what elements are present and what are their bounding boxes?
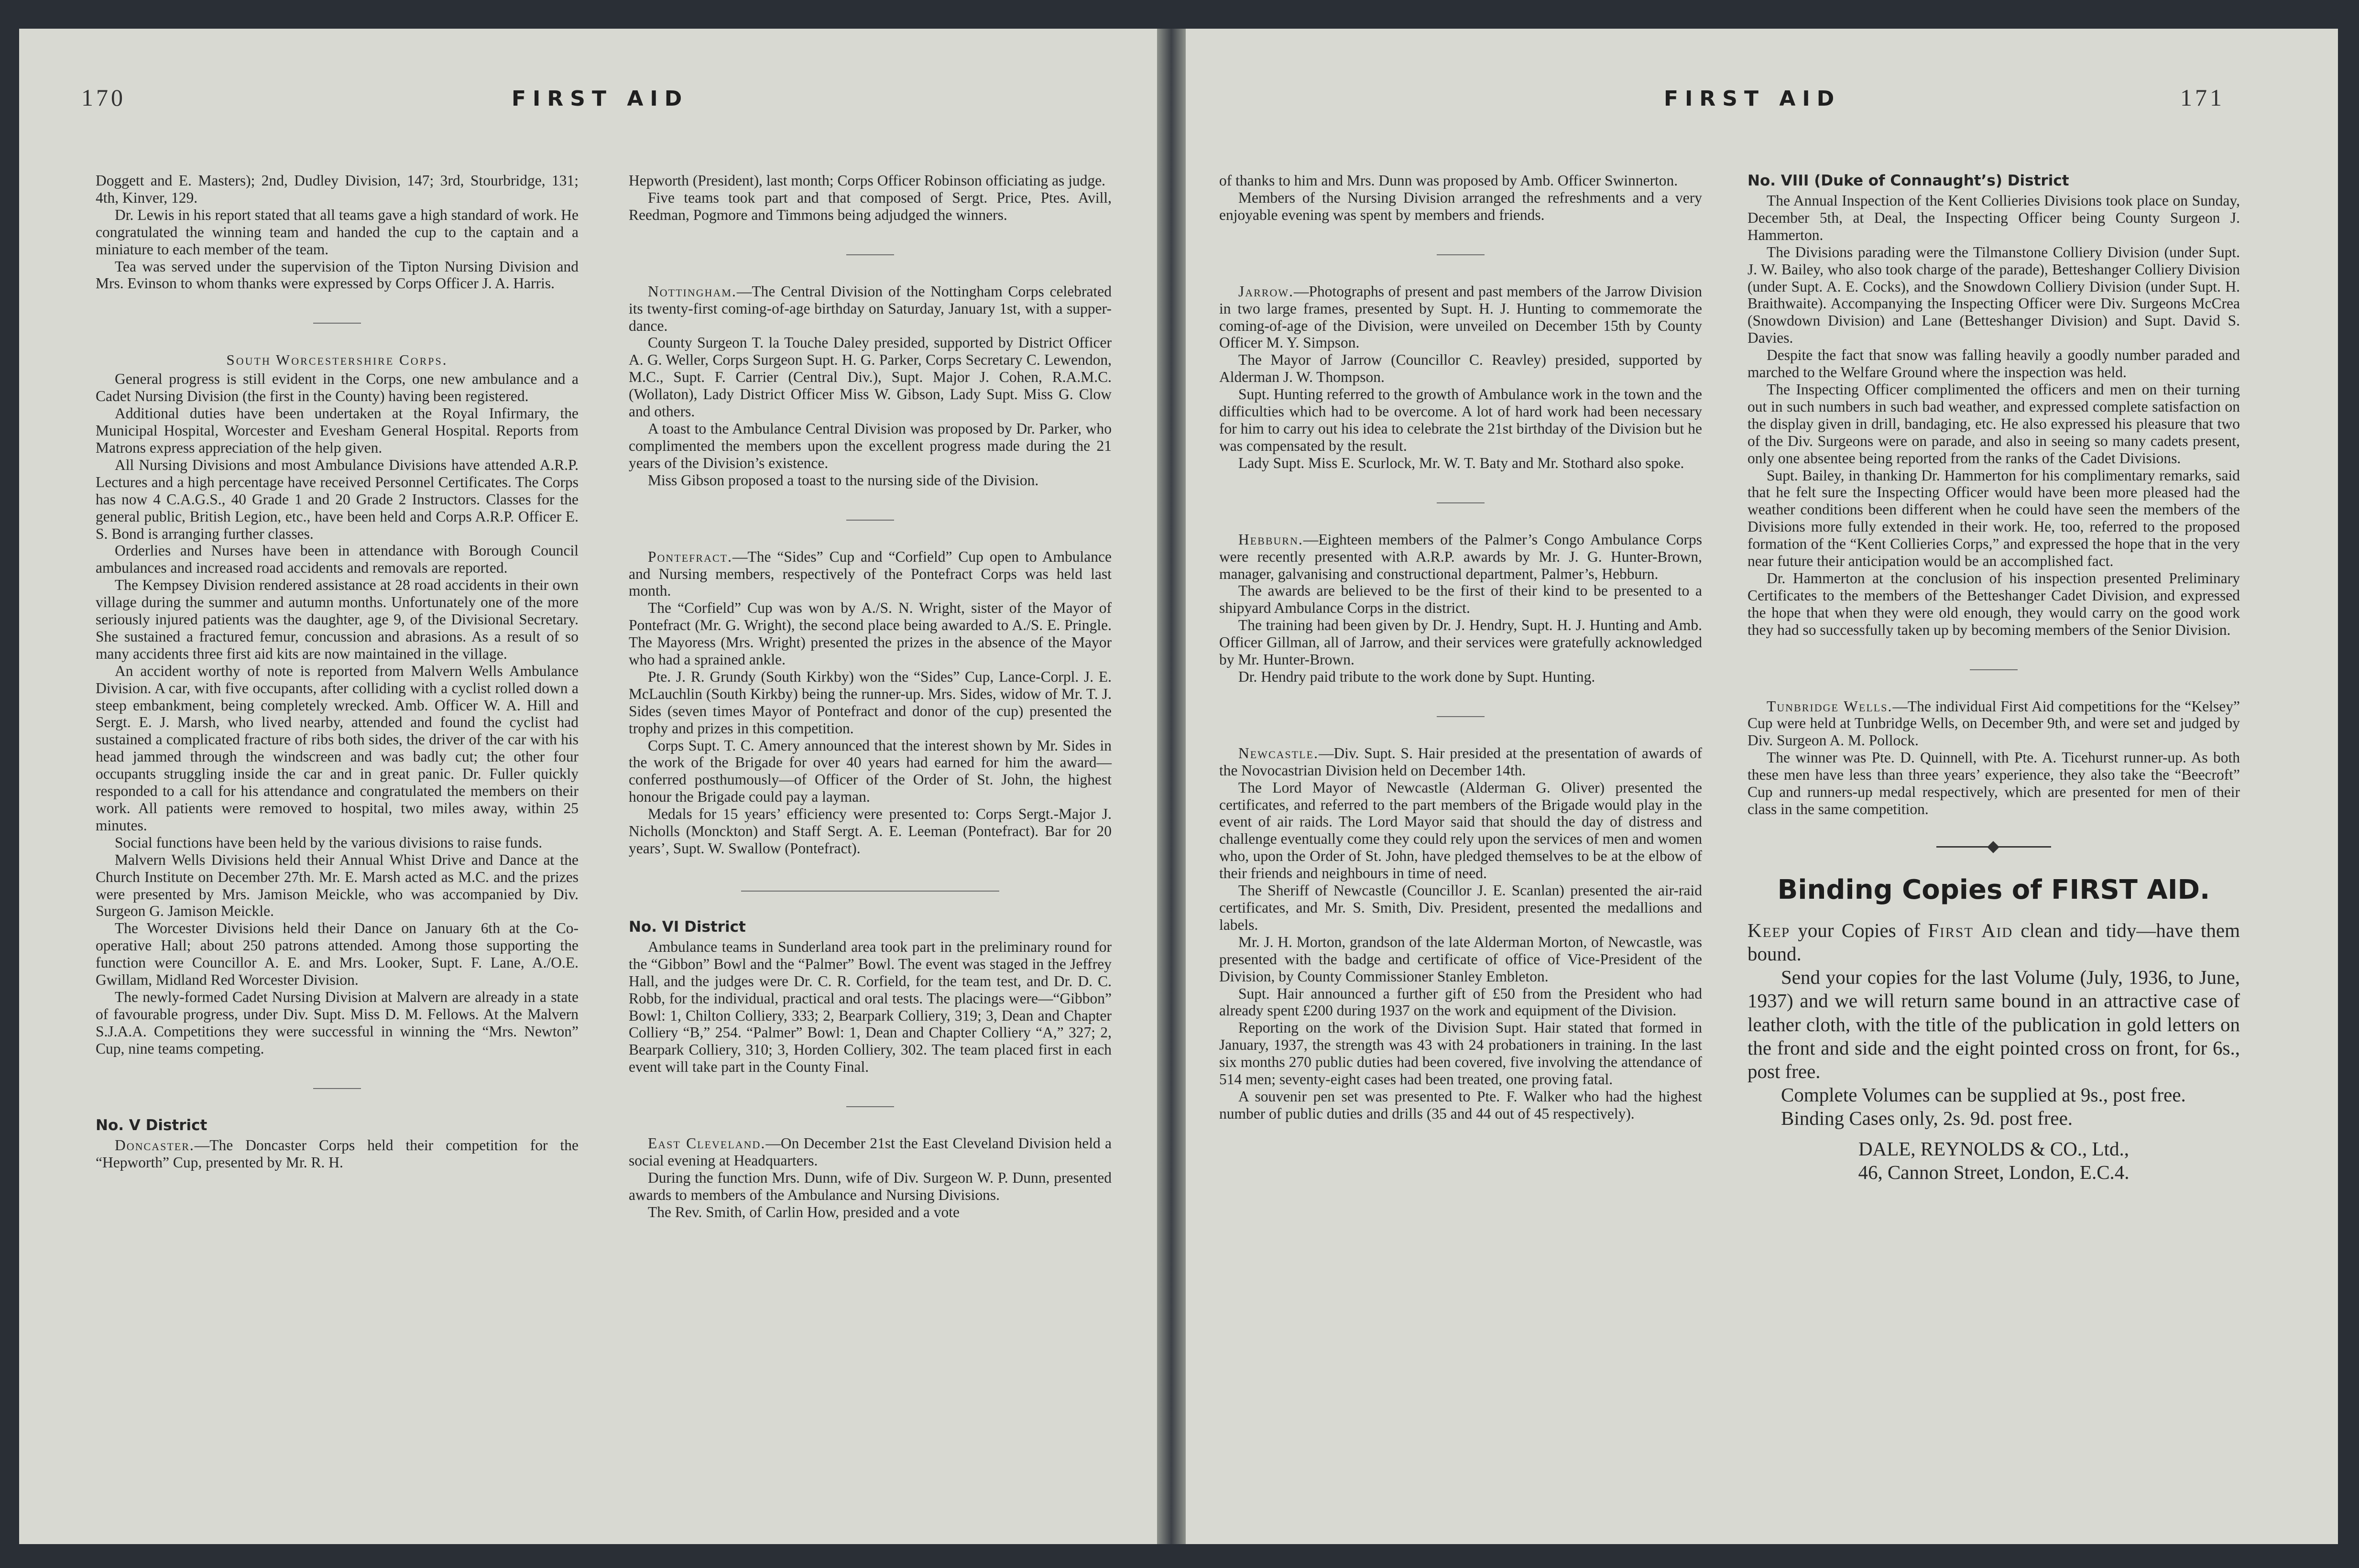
paragraph-lead-place: Hebburn.	[1238, 531, 1303, 548]
left-header	[19, 84, 1157, 122]
binding-advertisement	[1747, 874, 2240, 1184]
ad-lead-smallcaps: Keep	[1747, 919, 1791, 941]
page-number-right: 171	[2180, 84, 2225, 111]
section-divider	[1437, 716, 1485, 717]
article-paragraph: Despite the fact that snow was falling heavily a goodly number paraded and marched to the Welfare Ground where the inspection was held.	[1747, 347, 2240, 381]
right-header	[1186, 84, 2338, 122]
paragraph-text: —Eighteen members of the Palmer’s Congo Ambulance Corps were recently presented with A.R.P. awards by Mr. J. G. Hunter-Brown, manager, galvanising and constructional department, Palmer’s, Hebburn.	[1219, 531, 1702, 582]
article-paragraph: Dr. Hendry paid tribute to the work done by Supt. Hunting.	[1238, 668, 1595, 685]
article-paragraph: The Annual Inspection of the Kent Collieries Divisions took place on Sunday, December 5th, at Deal, the Inspecting Officer being County Surgeon J. Hammerton.	[1747, 192, 2240, 243]
article-paragraph	[629, 283, 1112, 335]
article-paragraph: The Mayor of Jarrow (Councillor C. Reavley) presided, supported by Alderman J. W. Thompson.	[1219, 351, 1702, 386]
paragraph-text: —On December 21st the East Cleveland Division held a social evening at Headquarters.	[629, 1135, 1112, 1169]
article-paragraph: The Divisions parading were the Tilmanstone Colliery Division (under Supt. J. W. Bailey, who also took charge of the parade), Betteshanger Colliery Division (under Supt. A. E. Cocks), and the Snowdown Colliery Division (under Supt. H. Braithwaite). Accompanying the Inspecting Officer were Div. Surgeons McCrea (Snowdown Division) and Lane (Betteshanger Division) and Supt. David S. Davies.	[1747, 243, 2240, 347]
section-divider	[741, 891, 999, 892]
article-paragraph: Lady Supt. Miss E. Scurlock, Mr. W. T. Baty and Mr. Stothard also spoke.	[1238, 454, 1684, 471]
left-column-1	[96, 172, 579, 1171]
ad-title: Binding Copies of FIRST AID.	[1777, 874, 2210, 905]
book-gutter	[1157, 29, 1186, 1544]
article-paragraph: The Worcester Divisions held their Dance on January 6th at the Co-operative Hall; about 250 patrons attended. Among those supporting the function were Councillor A. E. and Mrs. Looker, Supt. F. Lane, A./O.E. Gwillam, Midland Red Worcester Division.	[96, 920, 579, 989]
article-paragraph	[96, 1137, 579, 1171]
article-paragraph: Supt. Hunting referred to the growth of Ambulance work in the town and the difficulties which had to be overcome. A lot of hard work had been necessary for him to carry out his idea to celebrate the 21st birthday of the Division but he was compensated by the result.	[1219, 386, 1702, 454]
article-paragraph: Orderlies and Nurses have been in attendance with Borough Council ambulances and increased road accidents and removals are reported.	[96, 542, 579, 577]
article-paragraph: Pte. J. R. Grundy (South Kirkby) won the “Sides” Cup, Lance-Corpl. J. E. McLauchlin (South Kirkby) being the runner-up. Mrs. Sides, widow of Mr. T. J. Sides (seven times Mayor of Pontefract and donor of the cup) presented the trophy and prizes in this competition.	[629, 668, 1112, 737]
right-column-2-articles	[1747, 172, 2240, 818]
article-paragraph	[1219, 745, 1702, 779]
article-paragraph: The Rev. Smith, of Carlin How, presided and a vote	[648, 1203, 960, 1220]
paragraph-lead-place: Pontefract.	[648, 548, 732, 565]
corps-subheading: South Worcestershire Corps.	[226, 351, 448, 369]
article-paragraph: Reporting on the work of the Division Supt. Hair stated that formed in January, 1937, the strength was 43 with 24 probationers in training. In the last six months 270 public duties had been covered, five involving the attendance of 514 men; seventy-eight cases had been treated, one proving fatal.	[1219, 1019, 1702, 1088]
article-paragraph: The Inspecting Officer complimented the officers and men on their turning out in such numbers in such bad weather, and expressed complete satisfaction on the display given in drill, bandaging, etc. He also expressed his pleasure that two of the Div. Surgeons were on parade, and also in seeing so many cadets present, only one absentee being reported from the ranks of the Cadet Divisions.	[1747, 381, 2240, 467]
article-paragraph: County Surgeon T. la Touche Daley presided, supported by District Officer A. G. Weller, Corps Surgeon Supt. H. G. Parker, Corps Secretary C. Lewendon, M.C., Supt. F. Carrier (Central Div.), Supt. Major J. Cohen, R.A.M.C. (Wollaton), Lady District Officer Miss W. Gibson, Lady Supt. Miss G. Clow and others.	[629, 334, 1112, 420]
paragraph-text: —The individual First Aid competitions for the “Kelsey” Cup were held at Tunbridge Wells, on December 9th, and were set and judged by Div. Surgeon A. M. Pollock.	[1747, 697, 2240, 749]
page-number-left: 170	[81, 84, 126, 111]
article-paragraph: Dr. Hammerton at the conclusion of his inspection presented Preliminary Certificates to the members of the Betteshanger Cadet Division, and expressed the hope that when they were old enough, they would carry on the good work they had so successfully taken up by becoming members of the Senior Division.	[1747, 569, 2240, 638]
paragraph-text: —Photographs of present and past members of the Jarrow Division in two large frames, presented by Supt. H. J. Hunting to commemorate the coming-of-age of the Division, were unveiled on December 15th by County Officer M. Y. Simpson.	[1219, 283, 1702, 351]
article-paragraph: Medals for 15 years’ efficiency were presented to: Corps Sergt.-Major J. Nicholls (Monckton) and Staff Sergt. A. E. Leeman (Pontefract). Bar for 20 years’, Supt. W. Swallow (Pontefract).	[629, 806, 1112, 857]
section-divider	[1970, 669, 2018, 670]
section-divider	[846, 1106, 894, 1107]
paragraph-text: —The Central Division of the Nottingham Corps celebrated its twenty-first coming-of-age birthday on Saturday, January 1st, with a supper-dance.	[629, 283, 1112, 334]
article-paragraph: Social functions have been held by the various divisions to raise funds.	[115, 834, 543, 851]
article-paragraph: All Nursing Divisions and most Ambulance Divisions have attended A.R.P. Lectures and a high percentage have received Personnel Certificates. The Corps has now 4 C.A.G.S., 40 Grade 1 and 20 Grade 2 Instructors. Classes for the general public, British Legion, etc., have been held and Corps A.R.P. Officer E. S. Bond is arranging further classes.	[96, 456, 579, 542]
left-column-2	[629, 172, 1112, 1221]
paragraph-text: —The “Sides” Cup and “Corfield” Cup open to Ambulance and Nursing members, respectively of the Pontefract Corps was held last month.	[629, 548, 1112, 599]
ad-first-tail: clean and tidy—have them bound.	[1747, 919, 2240, 965]
article-paragraph: Corps Supt. T. C. Amery announced that the interest shown by Mr. Sides in the work of the Brigade for over 40 years had earned for him the award—conferred posthumously—of Officer of the Order of St. John, the highest honour the Brigade could pay a layman.	[629, 737, 1112, 806]
article-paragraph	[1219, 531, 1702, 583]
article-paragraph: of thanks to him and Mrs. Dunn was proposed by Amb. Officer Swinnerton.	[1219, 172, 1678, 189]
paragraph-lead-place: Nottingham.	[648, 283, 737, 300]
left-page	[19, 29, 1157, 1544]
article-paragraph: Miss Gibson proposed a toast to the nursing side of the Division.	[648, 471, 1039, 489]
paragraph-lead-place: Newcastle.	[1238, 744, 1319, 762]
ad-first-line	[1747, 919, 2240, 966]
section-divider	[1437, 254, 1485, 255]
article-paragraph: A souvenir pen set was presented to Pte. F. Walker who had the highest number of public duties and drills (35 and 44 out of 45 respectively).	[1219, 1088, 1702, 1122]
article-paragraph: A toast to the Ambulance Central Division was proposed by Dr. Parker, who complimented the members upon the excellent progress made during the 21 years of the Division’s existence.	[629, 420, 1112, 471]
right-column-1	[1219, 172, 1702, 1122]
section-divider	[313, 323, 361, 324]
section-divider	[313, 1088, 361, 1089]
article-paragraph: The Kempsey Division rendered assistance at 28 road accidents in their own village during the summer and autumn months. Unfortunately one of the more seriously injured patients was the daughter, age 9, of the Divisional Secretary. She sustained a fractured femur, concussion and abrasions. As a result of so many accidents three first aid kits are now maintained in the village.	[96, 577, 579, 662]
running-title-left: FIRST AID	[512, 87, 689, 111]
ad-lead-rest: your Copies of	[1790, 919, 1928, 941]
paragraph-lead-place: Doncaster.	[115, 1136, 195, 1154]
ad-publication-name: First Aid	[1928, 919, 2013, 941]
article-paragraph: Members of the Nursing Division arranged the refreshments and a very enjoyable evening was spent by members and friends.	[1219, 189, 1702, 223]
article-paragraph: Tea was served under the supervision of the Tipton Nursing Division and Mrs. Evinson to whom thanks were expressed by Corps Officer J. A. Harris.	[96, 258, 579, 292]
article-paragraph	[629, 1135, 1112, 1169]
right-page	[1186, 29, 2338, 1544]
right-column-2	[1747, 172, 2240, 1184]
article-paragraph: The training had been given by Dr. J. Hendry, Supt. H. J. Hunting and Amb. Officer Gillman, all of Jarrow, and their services were gratefully acknowledged by Mr. Hunter-Brown.	[1219, 617, 1702, 668]
article-paragraph: Dr. Lewis in his report stated that all teams gave a high standard of work. He congratulated the winning team and handed the cup to the captain and a miniature to each member of the team.	[96, 206, 579, 258]
article-paragraph: Doggett and E. Masters); 2nd, Dudley Division, 147; 3rd, Stourbridge, 131; 4th, Kinver, 129.	[96, 172, 579, 206]
district-heading: No. V District	[96, 1116, 208, 1134]
section-divider	[846, 520, 894, 521]
ad-body-1: Send your copies for the last Volume (July, 1936, to June, 1937) and we will return same bound in an attractive case of leather cloth, with the title of the publication in gold letters on the front and side and the eight pointed cross on front, for 6s., post free.	[1747, 966, 2240, 1083]
article-paragraph: The Lord Mayor of Newcastle (Alderman G. Oliver) presented the certificates, and referred to the part members of the Brigade would play in the event of air raids. The Lord Mayor said that should the day of distress and challenge eventually come they could rely upon the services of men and women who, upon the Order of St. John, have pledged themselves to be at the elbow of their friends and neighbours in time of need.	[1219, 779, 1702, 882]
article-paragraph: General progress is still evident in the Corps, one new ambulance and a Cadet Nursing Division (the first in the County) having been registered.	[96, 370, 579, 405]
article-paragraph: Malvern Wells Divisions held their Annual Whist Drive and Dance at the Church Institute on December 27th. Mr. E. Marsh acted as M.C. and the prizes were presented by Mrs. Jamison Meickle, who was accompanied by Div. Surgeon G. Jamison Meickle.	[96, 851, 579, 920]
paragraph-lead-place: Tunbridge Wells.	[1767, 697, 1893, 715]
article-paragraph: Hepworth (President), last month; Corps Officer Robinson officiating as judge.	[629, 172, 1106, 189]
running-title-right: FIRST AID	[1664, 87, 1841, 111]
article-paragraph: Five teams took part and that composed of Sergt. Price, Ptes. Avill, Reedman, Pogmore and Timmons being adjudged the winners.	[629, 189, 1112, 223]
paragraph-text: —Div. Supt. S. Hair presided at the presentation of awards of the Novocastrian Division held on December 14th.	[1219, 744, 1702, 779]
article-paragraph: Mr. J. H. Morton, grandson of the late Alderman Morton, of Newcastle, was presented with the badge and certificate of office of Vice-President of the Division, by County Commissioner Stanley Embleton.	[1219, 933, 1702, 985]
ad-body-2: Complete Volumes can be supplied at 9s., post free.	[1781, 1084, 2186, 1106]
district-heading: No. VIII (Duke of Connaught’s) District	[1747, 172, 2069, 189]
article-paragraph: The winner was Pte. D. Quinnell, with Pte. A. Ticehurst runner-up. As both these men have less than three years’ experience, they also take the “Beecroft” Cup and runners-up medal respectively, which are presented for men of their class in the same competition.	[1747, 749, 2240, 817]
article-paragraph: The newly-formed Cadet Nursing Division at Malvern are already in a state of favourable progress, under Div. Supt. Miss D. M. Fellows. At the Malvern S.J.A.A. Competitions they were successful in winning the “Mrs. Newton” Cup, nine teams competing.	[96, 988, 579, 1057]
ad-body-3: Binding Cases only, 2s. 9d. post free.	[1781, 1107, 2073, 1130]
article-paragraph: The “Corfield” Cup was won by A./S. N. Wright, sister of the Mayor of Pontefract (Mr. G. Wright), the second place being awarded to A./S. E. Pringle. The Mayoress (Mrs. Wright) presented the prizes in the absence of the Mayor who had a sprained ankle.	[629, 599, 1112, 668]
ad-address: 46, Cannon Street, London, E.C.4.	[1858, 1161, 2130, 1183]
article-paragraph: The Sheriff of Newcastle (Councillor J. E. Scanlan) presented the air-raid certificates, and Mr. S. Smith, Div. President, presented the medallions and labels.	[1219, 882, 1702, 933]
article-paragraph: The awards are believed to be the first of their kind to be presented to a shipyard Ambulance Corps in the district.	[1219, 582, 1702, 617]
paragraph-text: —The Doncaster Corps held their competition for the “Hepworth” Cup, presented by Mr. R. H.	[96, 1136, 579, 1171]
section-divider	[1437, 502, 1485, 503]
article-paragraph: Ambulance teams in Sunderland area took part in the preliminary round for the “Gibbon” Bowl and the “Palmer” Bowl. The event was staged in the Jeffrey Hall, and the judges were Dr. C. R. Corfield, for the team test, and Dr. D. C. Robb, for the individual, practical and oral tests. The placings were—“Gibbon” Bowl: 1, Chilton Colliery, 333; 2, Bearpark Colliery, 319; 3, Dean and Chapter Colliery “B,” 254. “Palmer” Bowl: 1, Dean and Chapter Colliery “A,” 327; 2, Bearpark Colliery, 310; 3, Horden Colliery, 302. The team placed first in each event will take part in the County Final.	[629, 938, 1112, 1076]
paragraph-lead-place: East Cleveland.	[648, 1135, 766, 1152]
ad-publisher: DALE, REYNOLDS & CO., Ltd.,	[1858, 1137, 2129, 1160]
ornament-divider	[1936, 842, 2051, 851]
article-paragraph	[1219, 283, 1702, 352]
paragraph-lead-place: Jarrow.	[1238, 283, 1294, 300]
section-divider	[846, 254, 894, 255]
article-paragraph: Supt. Bailey, in thanking Dr. Hammerton for his complimentary remarks, said that he felt sure the Inspecting Officer would have been more pleased had the weather conditions been different when he could have seen the members of the Divisions more fully extended in their work. He, too, referred to the proposed formation of the “Kent Collieries Corps,” and expressed the hope that in the very near future their anticipation would be an accomplished fact.	[1747, 467, 2240, 570]
article-paragraph	[1747, 698, 2240, 750]
article-paragraph: Additional duties have been undertaken at the Royal Infirmary, the Municipal Hospital, Worcester and Evesham General Hospital. Reports from Matrons express appreciation of the help given.	[96, 405, 579, 456]
article-paragraph: Supt. Hair announced a further gift of £50 from the President who had already spent £200 during 1937 on the work and equipment of the Division.	[1219, 985, 1702, 1019]
article-paragraph: An accident worthy of note is reported from Malvern Wells Ambulance Division. A car, with five occupants, after colliding with a cyclist rolled down a steep embankment, being completely wrecked. Amb. Officer W. A. Hill and Sergt. E. J. Marsh, who lived nearby, attended and found the cyclist had sustained a complicated fracture of ribs both sides, the driver of the car with his head jammed through the windscreen and was badly cut; the other four occupants struggling inside the car and in great panic. Dr. Fuller quickly responded to a call for his attendance and congratulated the members on their work. All patients were removed to hospital, two miles away, within 25 minutes.	[96, 662, 579, 834]
article-paragraph	[629, 548, 1112, 600]
ornament-diamond	[1987, 841, 1999, 853]
district-heading: No. VI District	[629, 918, 746, 936]
article-paragraph: During the function Mrs. Dunn, wife of Div. Surgeon W. P. Dunn, presented awards to members of the Ambulance and Nursing Divisions.	[629, 1169, 1112, 1203]
